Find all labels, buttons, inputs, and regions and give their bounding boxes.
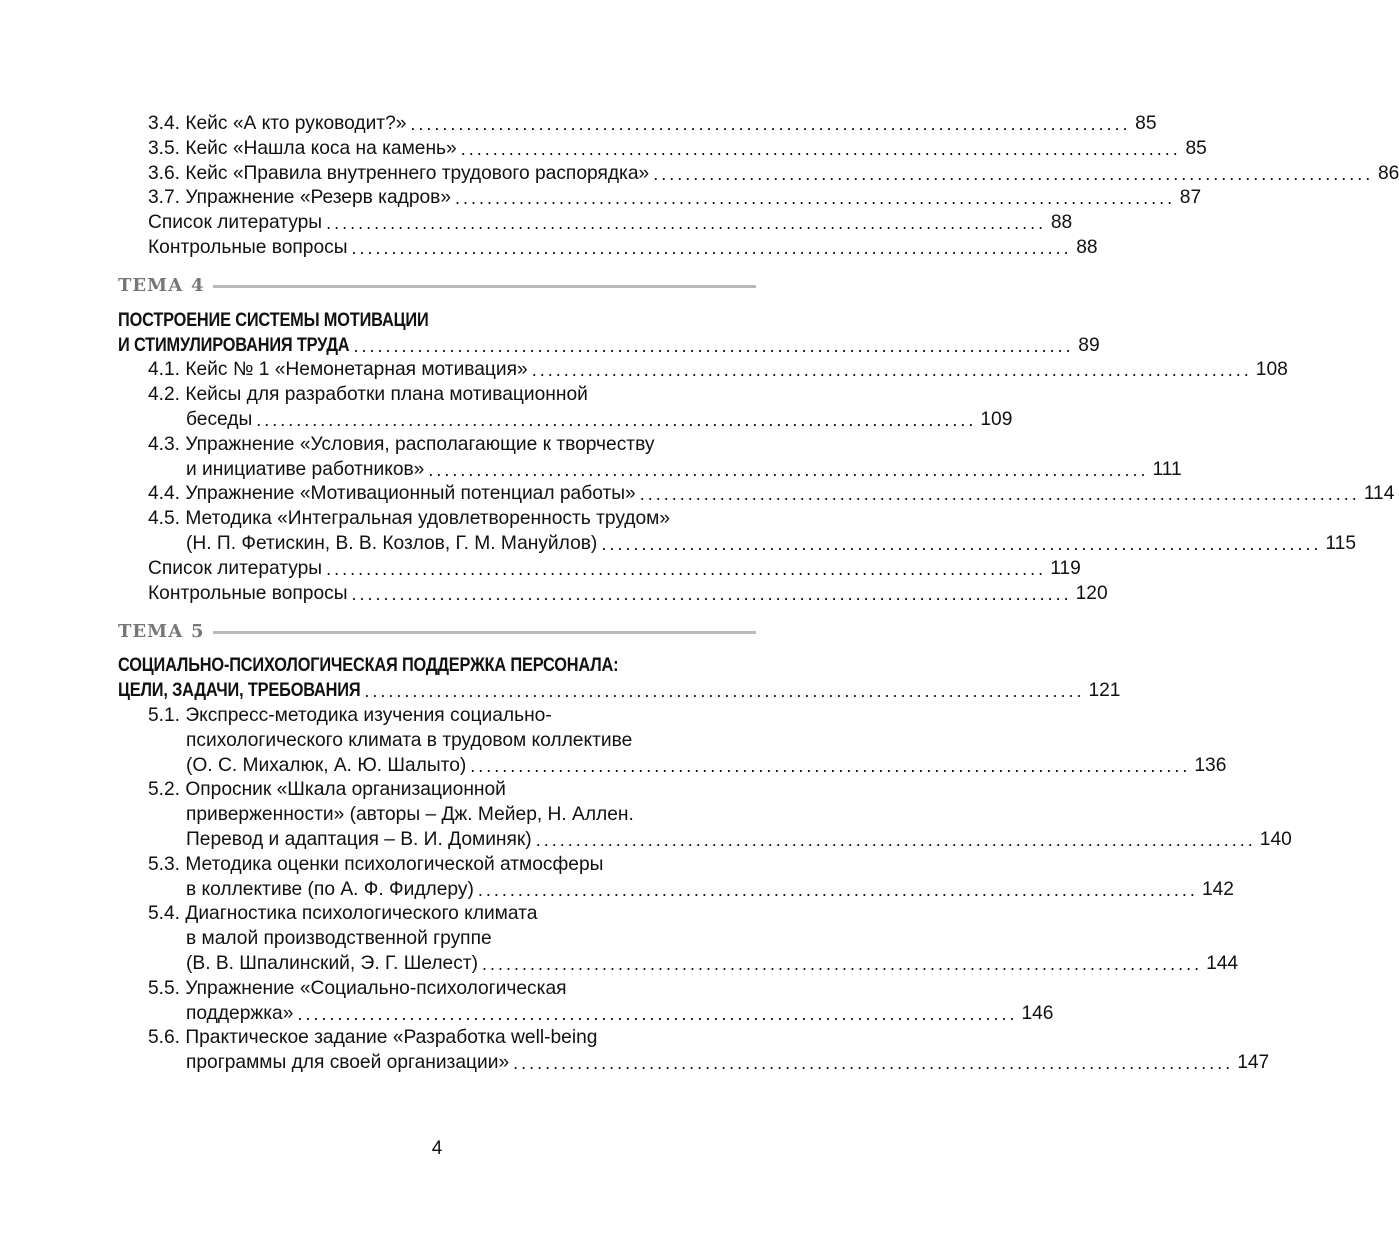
toc-entry-text: 4.5. Методика «Интегральная удовлетворенность трудом» — [148, 508, 671, 530]
toc-entry-text: (Н. П. Фетискин, В. В. Козлов, Г. М. Мануйлов) — [186, 532, 598, 554]
leader-dots: .......................................................................................... — [535, 829, 1256, 850]
toc-entry-text: 4.3. Упражнение «Условия, располагающие к творчеству — [148, 433, 655, 455]
toc-page-number: 89 — [1078, 334, 1100, 356]
toc-entry-4-2-cont[interactable] — [118, 408, 1013, 433]
toc-entry-text: (О. С. Михалюк, А. Ю. Шалыто) — [186, 754, 467, 776]
toc-entry-text: и инициативе работников» — [186, 458, 425, 480]
leader-dots: .......................................................................................... — [601, 533, 1322, 554]
toc-entry-text: 5.4. Диагностика психологического климата — [148, 903, 538, 925]
toc-page-number: 109 — [980, 408, 1013, 430]
leader-dots: .......................................................................................... — [513, 1053, 1234, 1074]
leader-dots: .......................................................................................... — [460, 138, 1181, 159]
topic-5-title-line-1[interactable] — [118, 654, 756, 679]
toc-entry-5-3-cont[interactable] — [118, 878, 1234, 903]
toc-page-number: 87 — [1179, 187, 1202, 209]
topic-4-title-line-2[interactable] — [118, 334, 1100, 359]
topic-4-header — [118, 271, 756, 301]
section-title: СОЦИАЛЬНО-ПСИХОЛОГИЧЕСКАЯ ПОДДЕРЖКА ПЕРСОНАЛА: — [118, 655, 619, 677]
toc-entry-5-4-cont[interactable] — [118, 927, 756, 952]
toc-page-number: 88 — [1076, 236, 1098, 258]
toc-page-number: 119 — [1050, 557, 1081, 579]
toc-entry-questions-4[interactable] — [118, 582, 1108, 607]
topic-label: ТЕМА 4 — [118, 275, 205, 297]
toc-page-number: 120 — [1075, 582, 1108, 604]
toc-entry-4-2[interactable] — [118, 383, 756, 408]
toc-entry-4-4[interactable] — [118, 482, 1395, 507]
toc-entry-5-2[interactable] — [118, 778, 756, 803]
leader-dots: .......................................................................................... — [364, 681, 1085, 702]
toc-entry-text: программы для своей организации» — [186, 1052, 510, 1074]
toc-entry-text: 5.6. Практическое задание «Разработка well-being — [148, 1027, 598, 1049]
toc-page-number: 121 — [1088, 680, 1121, 702]
leader-dots: .......................................................................................... — [297, 1003, 1018, 1024]
toc-entry-references-3[interactable] — [118, 211, 1073, 236]
toc-entry-text: беседы — [186, 408, 253, 430]
leader-dots: .......................................................................................... — [470, 755, 1191, 776]
toc-page-number: 115 — [1325, 532, 1357, 554]
toc-entry-5-5-cont[interactable] — [118, 1002, 1054, 1027]
toc-entry-5-2-cont2[interactable] — [118, 828, 1292, 853]
toc-entry-text: 3.6. Кейс «Правила внутреннего трудового распорядка» — [148, 162, 650, 184]
toc-page-number: 86 — [1377, 162, 1399, 184]
leader-dots: .......................................................................................... — [256, 409, 977, 430]
leader-dots: .......................................................................................... — [531, 360, 1252, 381]
toc-entry-4-3[interactable] — [118, 433, 756, 458]
section-title: И СТИМУЛИРОВАНИЯ ТРУДА — [118, 334, 350, 356]
toc-entry-text: 3.4. Кейс «А кто руководит?» — [148, 113, 407, 134]
toc-entry-text: 5.1. Экспресс-методика изучения социально- — [148, 704, 552, 726]
toc-page-number: 140 — [1259, 828, 1292, 850]
topic-divider — [213, 285, 757, 288]
toc-entry-5-3[interactable] — [118, 853, 756, 878]
toc-entry-4-1[interactable] — [118, 358, 1288, 383]
table-of-contents — [118, 112, 1399, 1076]
toc-entry-3-5[interactable] — [118, 137, 1207, 162]
leader-dots: .......................................................................................... — [477, 879, 1198, 900]
toc-page-number: 85 — [1185, 137, 1207, 159]
toc-entry-text: 5.3. Методика оценки психологической атмосферы — [148, 853, 604, 875]
leader-dots: .......................................................................................... — [351, 583, 1072, 604]
toc-page-number: 108 — [1255, 359, 1288, 381]
toc-entry-text: 4.4. Упражнение «Мотивационный потенциал работы» — [148, 483, 636, 505]
toc-entry-text: 5.5. Упражнение «Социально-психологическая — [148, 977, 567, 999]
topic-label: ТЕМА 5 — [118, 620, 205, 642]
leader-dots: .......................................................................................... — [639, 484, 1360, 505]
toc-entry-5-5[interactable] — [118, 977, 756, 1002]
leader-dots: .......................................................................................... — [326, 558, 1047, 579]
leader-dots: .......................................................................................... — [353, 335, 1074, 356]
toc-entry-text: 4.2. Кейсы для разработки плана мотивационной — [148, 384, 588, 406]
toc-entry-5-6-cont[interactable] — [118, 1051, 1270, 1076]
toc-page-number: 88 — [1050, 212, 1073, 234]
topic-4-title-line-1[interactable] — [118, 309, 756, 334]
toc-entry-text: 3.7. Упражнение «Резерв кадров» — [148, 187, 452, 209]
section-title: ЦЕЛИ, ЗАДАЧИ, ТРЕБОВАНИЯ — [118, 680, 361, 702]
toc-page-number: 114 — [1363, 483, 1395, 505]
leader-dots: .......................................................................................... — [428, 459, 1149, 480]
leader-dots: .......................................................................................... — [351, 237, 1072, 258]
leader-dots: .......................................................................................... — [326, 213, 1047, 234]
page-number: 4 — [431, 1138, 443, 1159]
toc-entry-5-6[interactable] — [118, 1026, 756, 1051]
toc-entry-references-4[interactable] — [118, 557, 1081, 582]
toc-page-number: 136 — [1194, 754, 1227, 776]
toc-entry-text: поддержка» — [186, 1002, 294, 1024]
toc-entry-5-4-cont2[interactable] — [118, 952, 1239, 977]
toc-entry-3-7[interactable] — [118, 186, 1202, 211]
toc-entry-text: в коллективе (по А. Ф. Фидлеру) — [186, 878, 474, 900]
topic-divider — [213, 631, 757, 634]
toc-entry-text: 5.2. Опросник «Шкала организационной — [148, 779, 506, 801]
toc-entry-text: Список литературы — [148, 557, 323, 579]
toc-entry-5-1[interactable] — [118, 704, 756, 729]
toc-page-number: 142 — [1201, 878, 1234, 900]
toc-entry-questions-3[interactable] — [118, 236, 1098, 261]
toc-entry-3-4[interactable] — [118, 112, 1157, 137]
toc-page-number: 85 — [1135, 113, 1157, 134]
toc-entry-text: Перевод и адаптация – В. И. Доминяк) — [186, 828, 532, 850]
leader-dots: .......................................................................................... — [410, 114, 1131, 134]
toc-page-number: 144 — [1206, 952, 1239, 974]
toc-entry-4-5-cont[interactable] — [118, 532, 1357, 557]
toc-entry-text: психологического климата в трудовом коллективе — [186, 729, 633, 751]
toc-entry-text: приверженности» (авторы – Дж. Мейер, Н. Аллен. — [186, 804, 634, 826]
toc-page-number: 111 — [1152, 458, 1182, 480]
toc-entry-3-6[interactable] — [118, 162, 1399, 187]
toc-entry-5-2-cont[interactable] — [118, 803, 756, 828]
leader-dots: .......................................................................................... — [653, 163, 1374, 184]
toc-entry-5-1-cont[interactable] — [118, 729, 756, 754]
toc-entry-text: 4.1. Кейс № 1 «Немонетарная мотивация» — [148, 359, 528, 381]
toc-entry-text: в малой производственной группе — [186, 928, 492, 950]
toc-entry-text: (В. В. Шпалинский, Э. Г. Шелест) — [186, 952, 478, 974]
leader-dots: .......................................................................................... — [455, 188, 1176, 209]
topic-5-header — [118, 616, 756, 646]
toc-entry-text: Список литературы — [148, 212, 323, 234]
toc-entry-text: 3.5. Кейс «Нашла коса на камень» — [148, 137, 457, 159]
toc-entry-4-5[interactable] — [118, 507, 756, 532]
toc-page-number: 146 — [1021, 1002, 1054, 1024]
toc-entry-text: Контрольные вопросы — [148, 236, 348, 258]
topic-5-title-line-2[interactable] — [118, 679, 1121, 704]
toc-entry-5-4[interactable] — [118, 902, 756, 927]
toc-entry-4-3-cont[interactable] — [118, 458, 1182, 483]
toc-entry-5-1-cont2[interactable] — [118, 754, 1227, 779]
toc-entry-text: Контрольные вопросы — [148, 582, 348, 604]
leader-dots: .......................................................................................... — [481, 953, 1203, 974]
toc-page-number: 147 — [1237, 1052, 1270, 1074]
section-title: ПОСТРОЕНИЕ СИСТЕМЫ МОТИВАЦИИ — [118, 309, 429, 331]
